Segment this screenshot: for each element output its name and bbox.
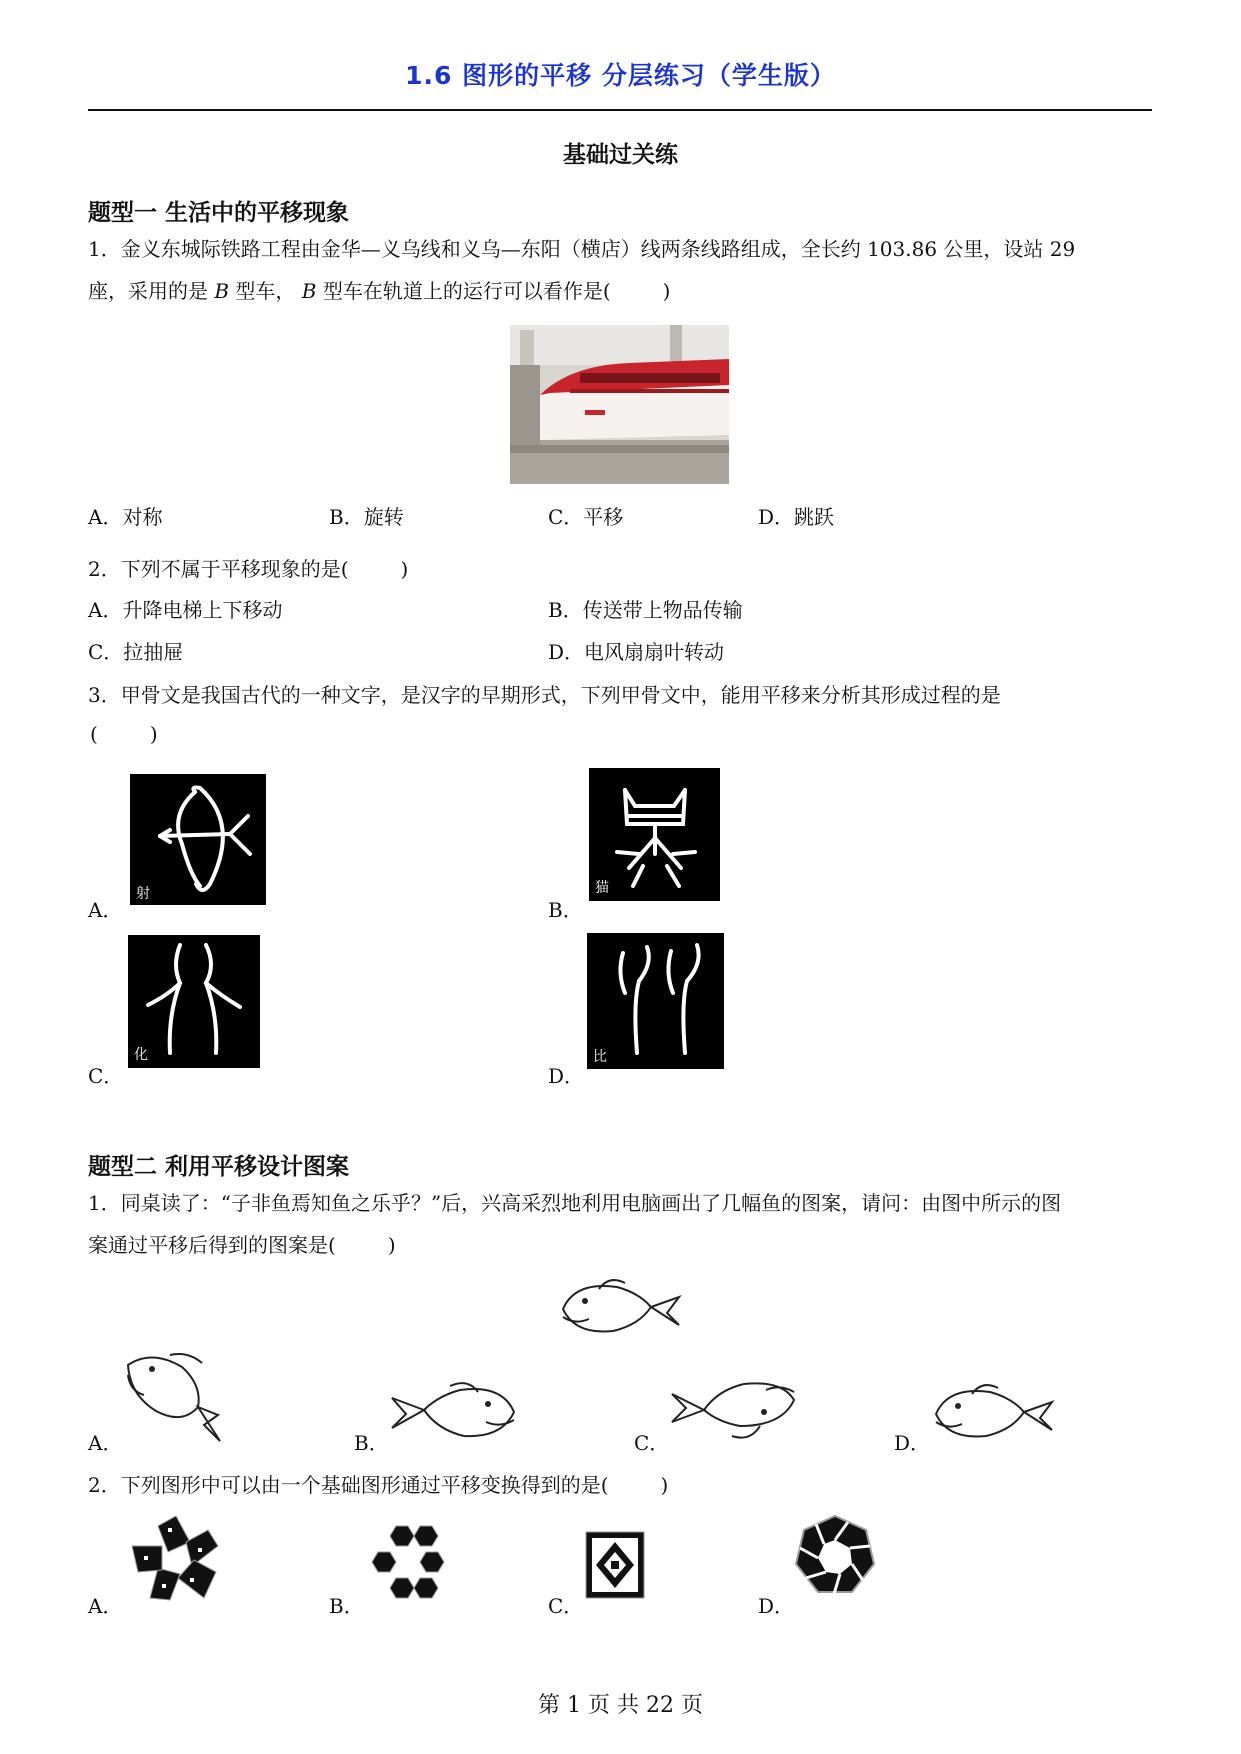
t2-q2-option-d[interactable]: D． xyxy=(758,1594,795,1618)
t2-q1-option-d[interactable]: D． xyxy=(894,1431,931,1455)
header-rule xyxy=(88,109,1152,111)
t1-q2-option-b[interactable]: B．传送带上物品传输 xyxy=(548,598,743,622)
t1-q3-option-b[interactable]: B． xyxy=(548,898,583,922)
t1-q1-line1: 1．金义东城际铁路工程由金华—义乌线和义乌—东阳（横店）线两条线路组成，全长约 103.86 公里，设站 29 xyxy=(88,237,1076,261)
t1-q3-option-c[interactable]: C． xyxy=(88,1064,124,1088)
page-number: 第 1 页 共 22 页 xyxy=(538,1693,703,1718)
pattern-option-b-image[interactable] xyxy=(364,1522,452,1604)
t1-q1-option-d[interactable]: D．跳跃 xyxy=(758,505,835,529)
pattern-option-a-image[interactable] xyxy=(128,1512,224,1604)
svg-text:化: 化 xyxy=(134,1047,148,1063)
type1-heading: 题型一 生活中的平移现象 xyxy=(88,200,350,226)
svg-text:比: 比 xyxy=(593,1049,607,1065)
pattern-option-d-image[interactable] xyxy=(792,1512,878,1600)
t1-q1-line2: 座，采用的是 B 型车， B 型车在轨道上的运行可以看作是( ) xyxy=(88,279,671,303)
t1-q1-text xyxy=(88,228,1154,312)
fish-option-a-image[interactable] xyxy=(122,1345,234,1445)
t1-q2-option-a[interactable]: A．升降电梯上下移动 xyxy=(88,598,283,622)
fish-reference-image xyxy=(555,1273,685,1343)
var-b: B xyxy=(214,279,230,303)
t2-q1-option-a[interactable]: A． xyxy=(88,1431,123,1455)
t2-q1-option-c[interactable]: C． xyxy=(634,1431,670,1455)
t1-q3-bracket: ( ) xyxy=(90,722,158,746)
type2-heading: 题型二 利用平移设计图案 xyxy=(88,1154,350,1180)
oracle-hua-image[interactable] xyxy=(128,935,260,1068)
t1-q2-option-d[interactable]: D．电风扇扇叶转动 xyxy=(548,640,725,664)
fish-option-d-image[interactable] xyxy=(928,1378,1058,1448)
t2-q2-option-a[interactable]: A． xyxy=(88,1594,123,1618)
t1-q3-option-d[interactable]: D． xyxy=(548,1064,585,1088)
t1-q3-option-a[interactable]: A． xyxy=(88,898,123,922)
train-photo xyxy=(510,325,729,484)
t1-q2-option-c[interactable]: C．拉抽屉 xyxy=(88,640,184,664)
oracle-b-image[interactable] xyxy=(589,768,720,901)
svg-text:射: 射 xyxy=(136,886,150,902)
t1-q3-line1: 3．甲骨文是我国古代的一种文字，是汉字的早期形式，下列甲骨文中，能用平移来分析其形成过程的是 xyxy=(88,683,1001,707)
fish-option-c-image[interactable] xyxy=(664,1370,802,1452)
fish-option-b-image[interactable] xyxy=(384,1372,522,1450)
svg-text:猫: 猫 xyxy=(595,880,609,896)
t1-q2-text: 2．下列不属于平移现象的是( ) xyxy=(88,557,409,581)
document-title: 1.6 图形的平移 分层练习（学生版） xyxy=(405,61,836,90)
section-title: 基础过关练 xyxy=(563,142,678,168)
oracle-she-image[interactable] xyxy=(130,774,266,905)
t1-q1-option-b[interactable]: B．旋转 xyxy=(329,505,404,529)
t1-q1-option-a[interactable]: A．对称 xyxy=(88,505,163,529)
t2-q1-option-b[interactable]: B． xyxy=(354,1431,389,1455)
pattern-option-c-image[interactable] xyxy=(584,1530,646,1600)
t2-q2-option-c[interactable]: C． xyxy=(548,1594,584,1618)
oracle-bi-image[interactable] xyxy=(587,933,724,1069)
t2-q1-text xyxy=(88,1182,1154,1266)
t2-q1-line2: 案通过平移后得到的图案是( ) xyxy=(88,1233,396,1257)
var-b-2: B xyxy=(301,279,317,303)
t2-q2-text: 2．下列图形中可以由一个基础图形通过平移变换得到的是( ) xyxy=(88,1473,669,1497)
t1-q1-option-c[interactable]: C．平移 xyxy=(548,505,624,529)
t2-q2-option-b[interactable]: B． xyxy=(329,1594,364,1618)
t2-q1-line1: 1．同桌读了：“子非鱼焉知鱼之乐乎？”后，兴高采烈地利用电脑画出了几幅鱼的图案，请问：由图中所示的图 xyxy=(88,1191,1062,1215)
